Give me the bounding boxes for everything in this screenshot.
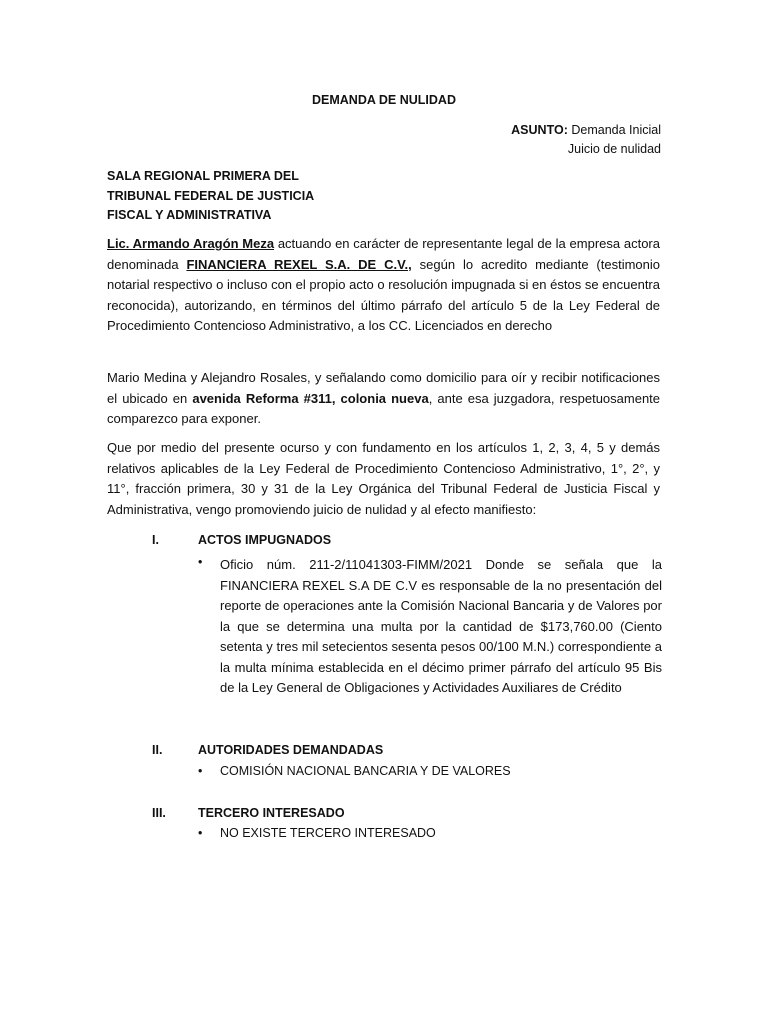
addressee-line-2: TRIBUNAL FEDERAL DE JUSTICIA (107, 188, 315, 203)
addressee-line-1: SALA REGIONAL PRIMERA DEL (107, 169, 299, 183)
section-heading-tercero (152, 806, 345, 820)
document-title (0, 93, 768, 107)
addressee-line-3: FISCAL Y ADMINISTRATIVA (107, 208, 272, 222)
paragraph-2-text-b: , ante esa juzgadora, respetuosamente comparezco para exponer. (107, 390, 661, 426)
address: avenida Reforma #311, colonia nueva (192, 390, 429, 406)
list-item (198, 826, 638, 840)
section-heading-autoridades (152, 743, 383, 757)
asunto-line-1 (511, 121, 661, 140)
list-item-text: COMISIÓN NACIONAL BANCARIA Y DE VALORES (220, 764, 511, 778)
section-heading-actos (152, 533, 331, 547)
paragraph-legal-basis: Que por medio del presente ocurso y con fundamento en los artículos 1, 2, 3, 4, 5 y demás relativos aplicables de la Ley Federal de Procedimiento Contencioso Administrativo, 1°, 2°, y 11°, fracción primera, 30 y 31 de la Ley Orgánica del Tribunal Federal de Justicia Fiscal y Administrativa, vengo promoviendo juicio de nulidad y al efecto manifiesto: (107, 440, 660, 517)
asunto-label: ASUNTO: (511, 123, 568, 137)
bullet-icon: • (198, 764, 203, 778)
addressee-block (107, 167, 314, 226)
section-number: II. (152, 743, 163, 757)
bullet-icon: • (198, 555, 203, 569)
paragraph-domicile (107, 368, 660, 430)
list-item (198, 555, 662, 699)
section-title: ACTOS IMPUGNADOS (198, 533, 332, 547)
paragraph-representative (107, 234, 660, 337)
asunto-value: Demanda Inicial (571, 123, 661, 137)
list-item (198, 764, 638, 778)
section-title: TERCERO INTERESADO (198, 806, 345, 820)
list-item-text: Oficio núm. 211-2/11041303-FIMM/2021 Donde se señala que la FINANCIERA REXEL S.A DE C.V es responsable de la no presentación del reporte de operaciones ante la Comisión Nacional Bancaria y de Valores por la que se determina una multa por la cantidad de $173,760.00 (Ciento setenta y tres mil setecientos sesenta pesos 00/100 M.N.) correspondiente a la multa mínima establecida en el décimo primer párrafo del artículo 95 Bis de la Ley General de Obligaciones y Actividades Auxiliares de Crédito (220, 557, 662, 695)
section-title: AUTORIDADES DEMANDADAS (198, 743, 384, 757)
section-number: I. (152, 533, 159, 547)
bullet-icon: • (198, 826, 203, 840)
list-item-text: NO EXISTE TERCERO INTERESADO (220, 826, 436, 840)
asunto-line-2: Juicio de nulidad (567, 142, 661, 156)
document-title-text: DEMANDA DE NULIDAD (312, 93, 456, 107)
section-number: III. (152, 806, 166, 820)
paragraph-2-text-a: Mario Medina y Alejandro Rosales, y señalando como domicilio para oír y recibir notificaciones el ubicado en (107, 370, 660, 406)
company-name: FINANCIERA REXEL S.A. DE C.V., (186, 256, 412, 272)
paragraph-1-text-b: según lo acredito mediante (testimonio notarial respectivo o incluso con el propio acto o resolución impugnada si en éstos se encuentra reconocida), autorizando, en términos del último párrafo del artículo 5 de la Ley Federal de Procedimiento Contencioso Administrativo, a los CC. Licenciados en derecho (107, 256, 661, 333)
asunto-block (511, 121, 661, 159)
paragraph-1-text-a: actuando en carácter de representante legal de la empresa actora denominada (107, 236, 660, 272)
representative-name: Lic. Armando Aragón Meza (107, 236, 275, 251)
